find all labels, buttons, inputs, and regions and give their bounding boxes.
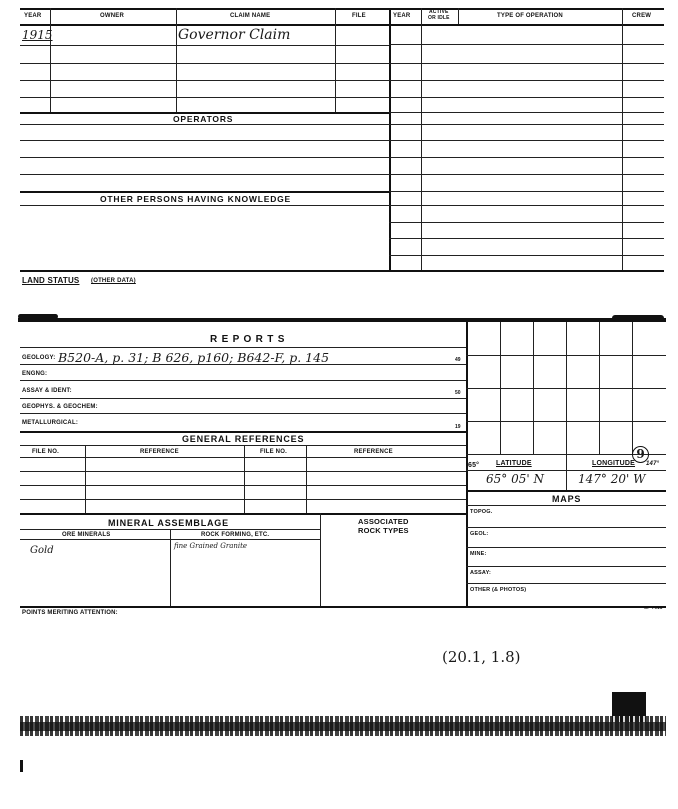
longitude-value: 147° 20' W xyxy=(578,472,646,486)
header-or-idle: OR IDLE xyxy=(428,15,450,21)
report-geology-num: 49 xyxy=(455,357,461,363)
maps-mine: MINE: xyxy=(470,551,487,557)
associated-label-2: ROCK TYPES xyxy=(358,526,409,535)
report-geology-value: B520-A, p. 31; B 626, p160; B642-F, p. 145 xyxy=(58,350,330,365)
coords-note: (20.1, 1.8) xyxy=(442,648,521,666)
form-number: SP 7913 xyxy=(644,605,663,610)
latitude-value: 65° 05' N xyxy=(486,472,544,486)
maps-title: MAPS xyxy=(552,494,582,504)
ore-minerals-value: Gold xyxy=(30,545,54,556)
knowledge-label: OTHER PERSONS HAVING KNOWLEDGE xyxy=(100,194,292,204)
points-meriting-label: POINTS MERITING ATTENTION: xyxy=(22,610,118,616)
land-status-label: LAND STATUS xyxy=(22,276,80,285)
report-assay-num: 50 xyxy=(455,390,461,396)
report-geophys-label: GEOPHYS. & GEOCHEM: xyxy=(22,404,98,410)
gr-header-reference-1: REFERENCE xyxy=(140,449,179,455)
longitude-suffix: 147° xyxy=(646,461,660,467)
header-claim-name: CLAIM NAME xyxy=(230,13,271,19)
report-engng-label: ENGNG: xyxy=(22,371,48,377)
land-status-sub: (OTHER DATA) xyxy=(91,278,136,284)
rock-forming-label: ROCK FORMING, ETC. xyxy=(201,532,270,538)
maps-geol: GEOL: xyxy=(470,531,489,537)
maps-other: OTHER (& PHOTOS) xyxy=(470,587,527,593)
report-assay-label: ASSAY & IDENT: xyxy=(22,388,72,394)
gr-header-reference-2: REFERENCE xyxy=(354,449,393,455)
header-type-of-operation: TYPE OF OPERATION xyxy=(497,13,563,19)
entry-claim-name: Governor Claim xyxy=(178,27,291,43)
gr-header-file-no-1: FILE NO. xyxy=(32,449,59,455)
ore-minerals-label: ORE MINERALS xyxy=(62,532,111,538)
associated-label-1: ASSOCIATED xyxy=(358,517,409,526)
general-references-title: GENERAL REFERENCES xyxy=(182,434,305,444)
reports-title: R E P O R T S xyxy=(210,334,286,345)
report-metallurgical-label: METALLURGICAL: xyxy=(22,420,79,426)
maps-assay: ASSAY: xyxy=(470,570,492,576)
header-year-2: YEAR xyxy=(393,13,411,19)
entry-year: 1915 xyxy=(22,28,53,42)
longitude-label: LONGITUDE xyxy=(592,460,636,467)
header-year: YEAR xyxy=(24,13,42,19)
operators-label: OPERATORS xyxy=(173,114,234,124)
latitude-label: LATITUDE xyxy=(496,460,532,467)
rock-forming-value: fine Grained Granite xyxy=(174,542,248,550)
header-file: FILE xyxy=(352,13,366,19)
maps-topog: TOPOG. xyxy=(470,509,493,515)
gr-header-file-no-2: FILE NO. xyxy=(260,449,287,455)
circled-number: 9 xyxy=(632,446,649,463)
report-metallurgical-num: 19 xyxy=(455,424,461,430)
latitude-prefix: 65° xyxy=(468,462,480,469)
report-geology-label: GEOLOGY: xyxy=(22,355,56,361)
header-owner: OWNER xyxy=(100,13,124,19)
header-crew: CREW xyxy=(632,13,652,19)
mineral-assemblage-title: MINERAL ASSEMBLAGE xyxy=(108,518,229,528)
header-active: ACTIVE xyxy=(429,9,449,15)
